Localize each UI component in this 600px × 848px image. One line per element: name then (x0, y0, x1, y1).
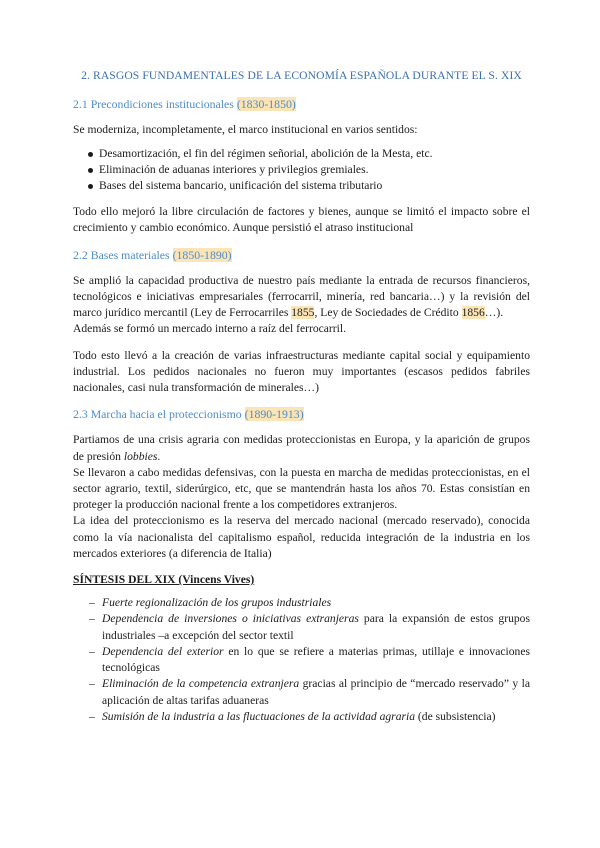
year-highlight: 1855 (291, 306, 315, 320)
synthesis-title: SÍNTESIS DEL XIX (Vincens Vives) (73, 573, 255, 587)
section-2-2-paragraph: Todo esto llevó a la creación de varias infraestructuras mediante capital social y equipamiento industrial. Los pedidos nacionales no fueron muy importantes (escasos pedidos fabriles nacionales, casi nula transformación de minerales…) (73, 348, 530, 395)
section-2-3-paragraph: Partiamos de una crisis agraria con medidas proteccionistas en Europa, y la aparición de grupos de presión lobbies. (73, 433, 530, 463)
section-2-3-title: 2.3 Marcha hacia el proteccionismo (1890-1913) (73, 407, 304, 422)
list-item: – Sumisión de la industria a las fluctuaciones de la actividad agraria (de subsistencia) (73, 709, 530, 725)
list-item: – Eliminación de la competencia extranjera gracias al principio de “mercado reservado” y la aplicación de altas tarifas aduaneras (73, 676, 530, 708)
section-2-2-title: 2.2 Bases materiales (1850-1890) (73, 247, 232, 262)
section-2-1-intro: Se moderniza, incompletamente, el marco institucional en varios sentidos: (73, 123, 418, 137)
section-2-3-paragraph: Se llevaron a cabo medidas defensivas, con la puesta en marcha de medidas proteccionistas, en el sector agrario, textil, siderúrgico, etc, que se mantendrán hasta los años 70. Estas consistían en proteger la producción nacional frente a los competidores extranjeros. (73, 465, 530, 512)
list-item: – Dependencia del exterior en lo que se refiere a materias primas, utillaje e innovaciones tecnológicas (73, 644, 530, 676)
years-highlight: (1890-1913) (244, 407, 304, 422)
section-2-1-conclusion: Todo ello mejoró la libre circulación de factores y bienes, aunque se limitó el impacto sobre el crecimiento y cambio económico. Aunque persistió el atraso institucional (73, 205, 530, 235)
list-item: Bases del sistema bancario, unificación del sistema tributario (73, 178, 530, 194)
section-2-2-paragraph: Además se formó un mercado interno a raíz del ferrocarril. (73, 322, 346, 336)
list-item: Eliminación de aduanas interiores y privilegios gremiales. (73, 162, 530, 178)
main-heading: 2. RASGOS FUNDAMENTALES DE LA ECONOMÍA ESPAÑOLA DURANTE EL S. XIX (81, 69, 522, 82)
list-item: Desamortización, el fin del régimen señorial, abolición de la Mesta, etc. (73, 146, 530, 162)
list-item: – Fuerte regionalización de los grupos industriales (73, 595, 530, 611)
section-2-2-paragraph: Se amplió la capacidad productiva de nuestro país mediante la entrada de recursos financieros, tecnológicos e iniciativas empresariales (ferrocarril, minería, red bancaria…) y la revisión del marco jurídico mercantil (Ley de Ferrocarriles 1855, Ley de Sociedades de Crédito 1856…). (73, 273, 530, 320)
synthesis-list (73, 595, 530, 725)
section-2-1-list (73, 146, 530, 195)
years-highlight: (1830-1850) (236, 97, 296, 112)
year-highlight: 1856 (461, 306, 485, 320)
list-item: – Dependencia de inversiones o iniciativas extranjeras para la expansión de estos grupos industriales –a excepción del sector textil (73, 611, 530, 643)
section-2-3-paragraph: La idea del proteccionismo es la reserva del mercado nacional (mercado reservado), conocida como la vía nacionalista del capitalismo español, reducida integración de la industria en los mercados exteriores (a diferencia de Italia) (73, 514, 530, 560)
section-2-1-title: 2.1 Precondiciones institucionales (1830-1850) (73, 97, 296, 112)
years-highlight: (1850-1890) (172, 247, 232, 262)
